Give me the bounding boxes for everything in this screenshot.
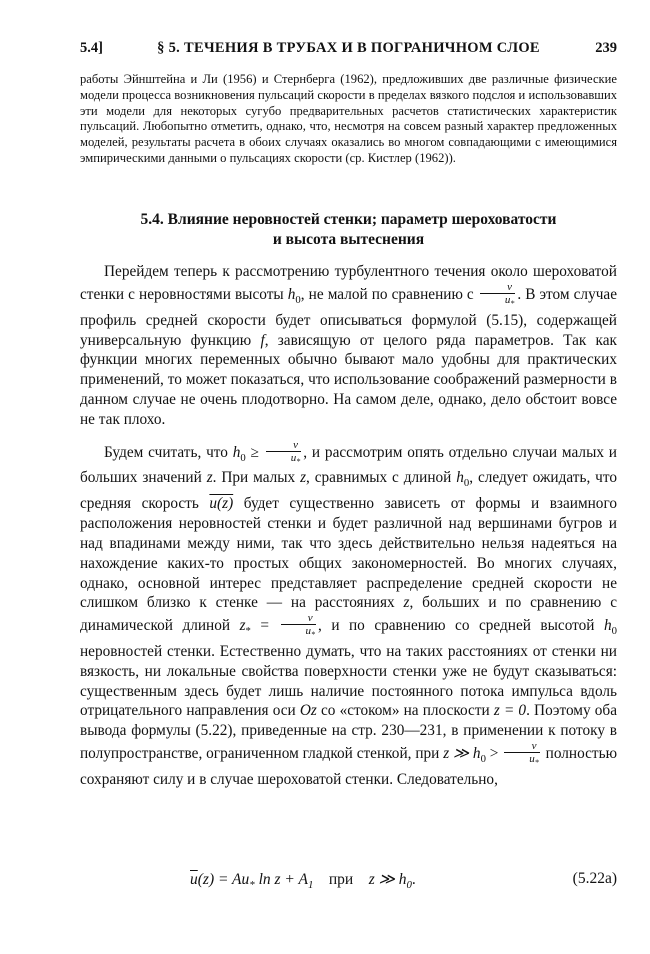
- equation-5-22a: [80, 870, 617, 894]
- fraction-nu-over-ustar: $\frac{\nu}{u_*}$: [504, 741, 540, 768]
- equation-formula: $\overline{u}(z) = Au_*$ $\ln z + A_1$ при z ≫ $h_0$.: [190, 871, 416, 892]
- small-print-paragraph: [80, 72, 617, 167]
- section-heading: [80, 210, 617, 250]
- section-number: 5.4]: [80, 40, 103, 56]
- section-heading-line1: 5.4. Влияние неровностей стенки; параметр шероховатости: [140, 211, 557, 228]
- small-text: работы Эйнштейна и Ли (1956) и Стернберга (1962), предложивших две различные физические модели процесса возникновения пульсаций скорости в пределах вязкого подслоя и использовавших эти модели для некоторых сугубо предварительных расчетов статистических характеристик пульсаций. Любопытно отметить, однако, что, несмотря на совсем разный характер предложенных моделей, результаты расчета в обоих случаях оказались во многом совпадающими с имеющимися эмпирическими данными о пульсациях скорости (ср. Кистлер (1962)).: [80, 72, 617, 165]
- fraction-nu-over-ustar: $\frac{\nu}{u_*}$: [480, 282, 516, 309]
- equation-number: (5.22а): [572, 870, 617, 887]
- running-header: [80, 40, 617, 60]
- main-text: [80, 262, 617, 790]
- section-heading-line2: и высота вытеснения: [272, 231, 425, 248]
- page-number: 239: [595, 40, 617, 56]
- running-title: § 5. ТЕЧЕНИЯ В ТРУБАХ И В ПОГРАНИЧНОМ СЛОЕ: [157, 40, 540, 56]
- paragraph-2: Будем считать, что $h_0$ ≥ $\frac{\nu}{u_*}$ , и рассмотрим опять отдельно случаи малых и больших значений z. При малых z, сравнимых с длиной $h_0$, следует ожидать, что средняя скорость u(z) будет существенно зависеть от формы и взаимного расположения неровностей стенки и будет различной над вершинами бугров и над впадинами между ними, так что здесь действительно нельзя надеяться на нахождение каких-то простых общих закономерностей. Во многих случаях, однако, основной интерес представляет распределение средней скорости не слишком близко к стенке — на расстояниях z, больших и по сравнению с динамической длиной $z_*$ = $\frac{\nu}{u_*}$ , и по сравнению со средней высотой $h_0$ неровностей стенки. Естественно думать, что на таких расстояниях от стенки ни вязкость, ни локальные свойства поверхности стенки уже не будут сказываться: существенным здесь будет лишь наличие постоянного потока импульса вдоль отрицательного направления оси Oz со «стоком» на плоскости z = 0. Поэтому оба вывода формулы (5.22), приведенные на стр. 230—231, в применении к потоку в полупространстве, ограниченном гладкой стенкой, при z ≫ $h_0$ > $\frac{\nu}{u_*}$ полностью сохраняют силу и в случае шероховатой стенки. Следовательно,: [80, 438, 618, 788]
- fraction-nu-over-ustar: $\frac{\nu}{u_*}$: [281, 613, 317, 640]
- paragraph-1: Перейдем теперь к рассмотрению турбулентного течения около шероховатой стенки с неровностями высоты $h_0$, не малой по сравнению с $\frac{\nu}{u_*}$ . В этом случае профиль средней скорости будет описываться формулой (5.15), содержащей универсальную функцию f, зависящую от целого ряда параметров. Так как функции многих переменных обычно бывают мало удобны для практических применений, то может показаться, что использование соображений размерности в данном случае не очень плодотворно. На самом деле, однако, дело обстоит вовсе не так плохо.: [80, 263, 617, 428]
- fraction-nu-over-ustar: $\frac{\nu}{u_*}$: [266, 440, 302, 467]
